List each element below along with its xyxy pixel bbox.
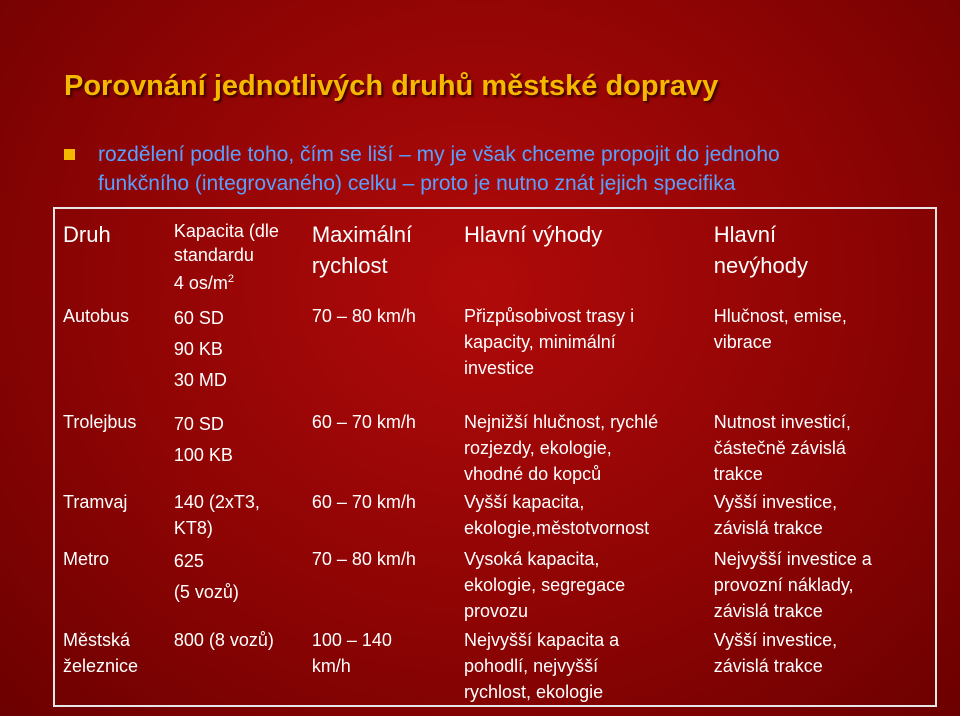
bullet-text [98, 140, 924, 198]
cell-druh: Autobus [63, 306, 130, 326]
table-row [54, 489, 936, 546]
cell-druh: Trolejbus [63, 412, 137, 432]
cell-kapacita: 625 (5 vozů) [173, 551, 239, 602]
cell-kapacita: 140 (2xT3, KT8) [173, 492, 260, 538]
header-kapacita: Kapacita (dle standardu 4 $os/m^2$ [173, 221, 279, 293]
cell-vyhody: Nejnižší hlučnost, rychlé rozjezdy, ekologie, vhodné do kopců [464, 412, 659, 484]
cell-rychlost: 100 – 140 km/h [311, 630, 392, 676]
table-row [54, 627, 936, 706]
header-druh: Druh [63, 222, 111, 247]
cell-vyhody: Vyšší kapacita, ekologie,městotvornost [464, 492, 650, 538]
bullet-point [64, 140, 924, 198]
cell-vyhody: Nejvyšší kapacita a pohodlí, nejvyšší rychlost, ekologie [464, 630, 620, 702]
cell-rychlost: 70 – 80 km/h [311, 549, 416, 569]
header-nevyhody: Hlavní nevýhody [713, 222, 808, 278]
table-row [54, 301, 936, 409]
cell-nevyhody: Vyšší investice, závislá trakce [713, 630, 838, 676]
header-rychlost: Maximální rychlost [311, 222, 413, 278]
cell-druh: Městská železnice [63, 630, 139, 676]
cell-kapacita: 70 SD 100 KB [173, 414, 233, 465]
table-row [54, 546, 936, 627]
comparison-table [53, 207, 937, 707]
bullet-line: funkčního (integrovaného) celku – proto je nutno znát jejich specifika [98, 172, 736, 195]
cell-nevyhody: Hlučnost, emise, vibrace [713, 306, 847, 352]
table-header-row [54, 208, 936, 301]
cell-druh: Tramvaj [63, 492, 128, 512]
bullet-line: rozdělení podle toho, čím se liší – my je však chceme propojit do jednoho [98, 143, 780, 166]
cell-rychlost: 60 – 70 km/h [311, 492, 416, 512]
cell-nevyhody: Nejvyšší investice a provozní náklady, závislá trakce [713, 549, 872, 621]
bullet-square-icon [64, 149, 75, 160]
table-row [54, 409, 936, 489]
header-vyhody: Hlavní výhody [464, 222, 603, 247]
cell-kapacita: 800 (8 vozů) [173, 630, 274, 650]
cell-nevyhody: Vyšší investice, závislá trakce [713, 492, 838, 538]
cell-rychlost: 70 – 80 km/h [311, 306, 416, 326]
cell-vyhody: Přizpůsobivost trasy i kapacity, minimální investice [464, 306, 635, 378]
cell-vyhody: Vysoká kapacita, ekologie, segregace provozu [464, 549, 626, 621]
cell-kapacita: 60 SD 90 KB 30 MD [173, 308, 227, 390]
cell-rychlost: 60 – 70 km/h [311, 412, 416, 432]
cell-druh: Metro [63, 549, 110, 569]
page-title: Porovnání jednotlivých druhů městské dopravy [64, 70, 719, 102]
cell-nevyhody: Nutnost investicí, částečně závislá trakce [713, 412, 851, 484]
